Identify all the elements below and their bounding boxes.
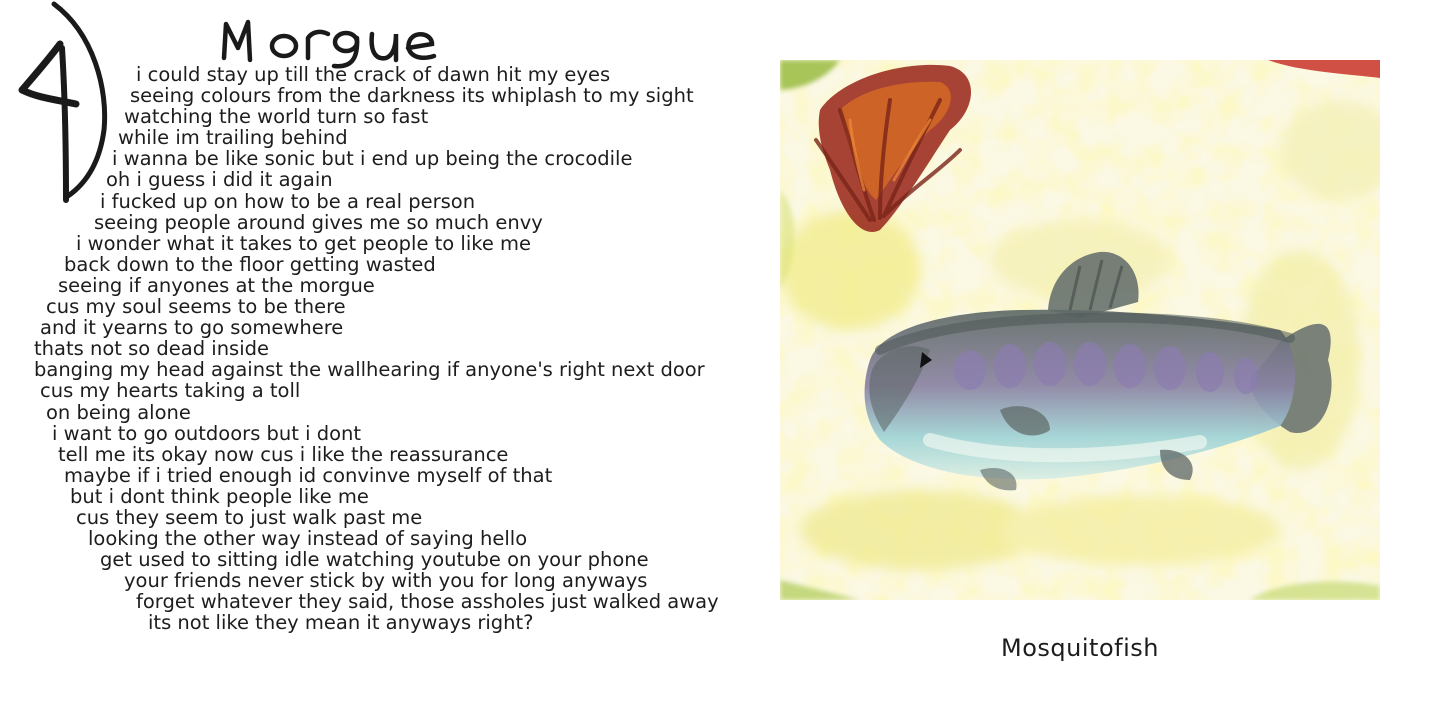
lyric-line: banging my head against the wallhearing if anyone's right next door <box>34 358 705 382</box>
lyric-line: i want to go outdoors but i dont <box>52 421 362 445</box>
lyric-line: looking the other way instead of saying hello <box>88 527 528 551</box>
artwork-caption: Mosquitofish <box>1001 634 1159 662</box>
lyric-line: i wanna be like sonic but i end up being the crocodile <box>112 147 633 171</box>
lyric-line: tell me its okay now cus i like the reassurance <box>58 442 509 466</box>
lyric-line: get used to sitting idle watching youtube on your phone <box>100 548 649 572</box>
song-title-handwritten <box>212 8 442 70</box>
lyric-line: back down to the floor getting wasted <box>64 252 436 276</box>
lyric-line: and it yearns to go somewhere <box>40 316 344 340</box>
lyrics-text <box>0 64 720 634</box>
lyric-line: its not like they mean it anyways right? <box>148 611 534 635</box>
lyric-line: i fucked up on how to be a real person <box>100 189 476 213</box>
mosquitofish-painting <box>780 60 1380 600</box>
lyric-line: cus my soul seems to be there <box>46 295 346 319</box>
lyric-line: oh i guess i did it again <box>106 168 333 192</box>
lyric-line: cus my hearts taking a toll <box>40 379 301 403</box>
lyric-line: while im trailing behind <box>118 126 348 150</box>
lyric-line: but i dont think people like me <box>70 484 369 508</box>
lyric-line: watching the world turn so fast <box>124 105 429 129</box>
lyric-line: maybe if i tried enough id convinve myself of that <box>64 463 553 487</box>
lyric-line: seeing colours from the darkness its whiplash to my sight <box>130 84 694 108</box>
lyric-line: your friends never stick by with you for long anyways <box>124 569 648 593</box>
lyric-line: cus they seem to just walk past me <box>76 505 423 529</box>
lyric-line: seeing people around gives me so much envy <box>94 210 543 234</box>
lyric-line: seeing if anyones at the morgue <box>58 273 375 297</box>
lyric-line: i wonder what it takes to get people to like me <box>76 231 532 255</box>
lyric-line: on being alone <box>46 400 191 424</box>
lyric-line: i could stay up till the crack of dawn hit my eyes <box>136 63 611 86</box>
lyric-line: forget whatever they said, those assholes just walked away <box>136 590 719 614</box>
lyric-line: thats not so dead inside <box>34 337 270 361</box>
